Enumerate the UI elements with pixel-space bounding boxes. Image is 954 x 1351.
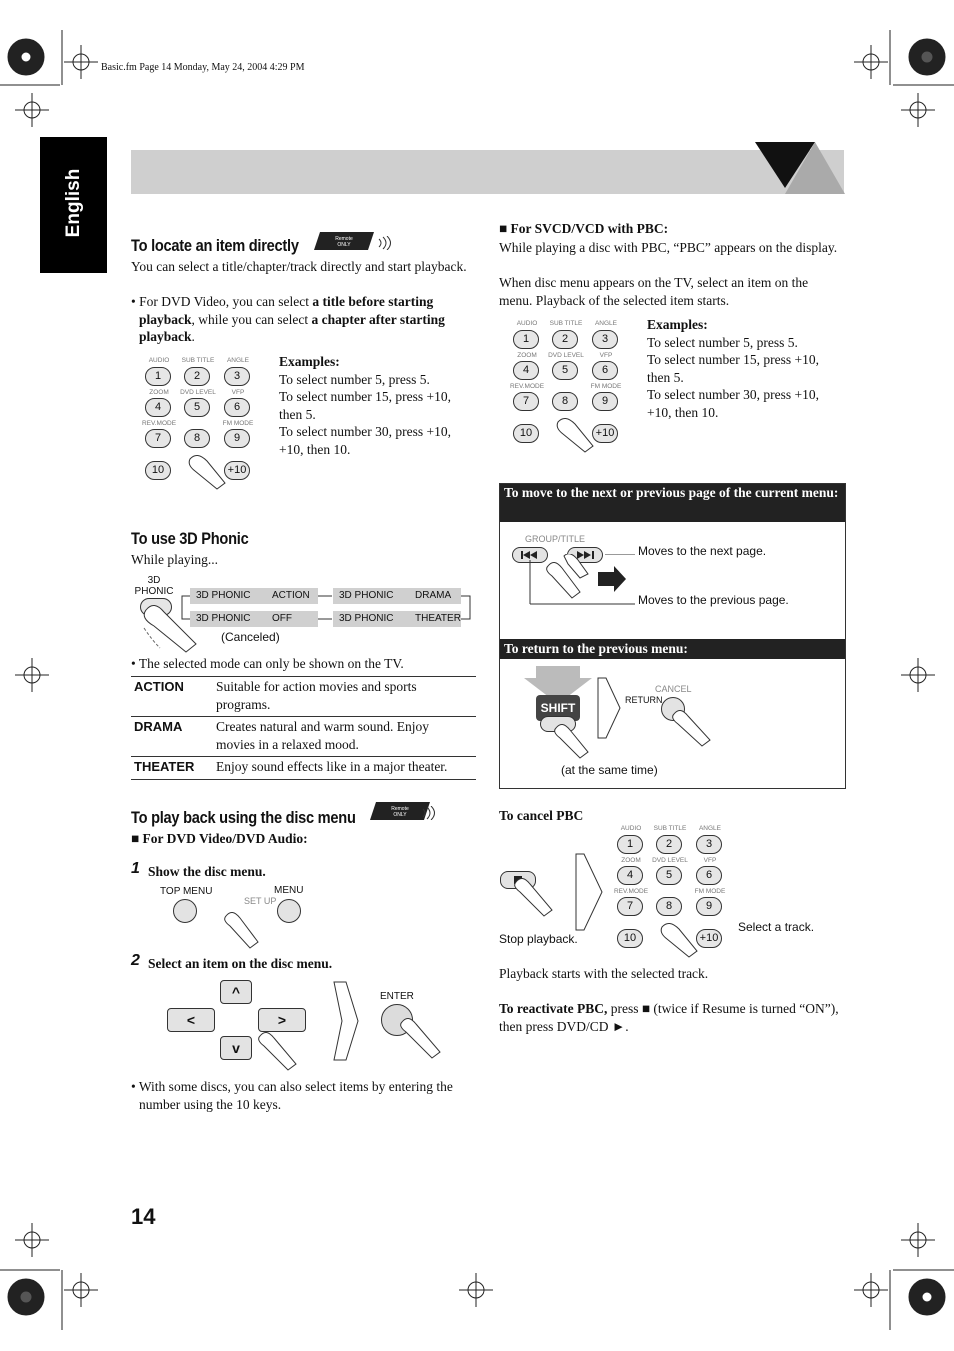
phonic-sequence bbox=[180, 586, 480, 632]
arrow-left-button[interactable]: < bbox=[167, 1008, 215, 1032]
example-1: To select number 5, press 5. bbox=[647, 334, 798, 350]
key-label: ZOOM bbox=[149, 389, 169, 396]
signal-icon bbox=[376, 236, 396, 250]
step-2-number: 2 bbox=[131, 952, 140, 969]
disc-menu-sub: ■ For DVD Video/DVD Audio: bbox=[131, 831, 308, 846]
cancel-label: CANCEL bbox=[655, 684, 692, 694]
key-label: DVD LEVEL bbox=[548, 352, 584, 359]
return-label: RETURN bbox=[625, 695, 663, 705]
svcd-examples bbox=[647, 316, 844, 421]
key-label: FM MODE bbox=[694, 888, 726, 895]
svg-text:Remote: Remote bbox=[335, 236, 353, 242]
locate-examples bbox=[279, 353, 474, 458]
key-6[interactable]: 6 bbox=[696, 866, 722, 885]
key-7[interactable]: 7 bbox=[617, 897, 643, 916]
key-10[interactable]: 10 bbox=[617, 929, 643, 948]
key-1[interactable]: 1 bbox=[513, 330, 539, 349]
mode-desc: Enjoy sound effects like in a major theater. bbox=[216, 759, 448, 774]
key-8[interactable]: 8 bbox=[656, 897, 682, 916]
key-9[interactable]: 9 bbox=[224, 429, 250, 448]
key-label: AUDIO bbox=[516, 320, 538, 327]
top-menu-button[interactable] bbox=[173, 899, 197, 923]
key-7[interactable]: 7 bbox=[145, 429, 171, 448]
disc-menu-note: • With some discs, you can also select items by entering the number using the 10 keys. bbox=[131, 1079, 453, 1112]
numeric-keypad bbox=[140, 355, 260, 495]
arrow-down-button[interactable]: v bbox=[220, 1036, 252, 1060]
key-label: VFP bbox=[703, 857, 717, 864]
reactivate-bold: To reactivate PBC, bbox=[499, 1001, 608, 1016]
key-8[interactable]: 8 bbox=[184, 429, 210, 448]
key-label: ZOOM bbox=[517, 352, 537, 359]
finger-icon bbox=[222, 910, 262, 950]
menu-button[interactable] bbox=[277, 899, 301, 923]
key-5[interactable]: 5 bbox=[656, 866, 682, 885]
step-1-number: 1 bbox=[131, 860, 140, 877]
cell-label: 3D PHONIC bbox=[339, 590, 394, 601]
side-tab bbox=[40, 137, 107, 273]
disc-menu-title: To play back using the disc menu bbox=[131, 808, 356, 827]
key-label: DVD LEVEL bbox=[652, 857, 688, 864]
example-2: To select number 15, press +10, then 5. bbox=[279, 389, 452, 422]
mode-desc: Creates natural and warm sound. Enjoy movies in a relaxed mood. bbox=[216, 719, 429, 752]
key-6[interactable]: 6 bbox=[592, 361, 618, 380]
select-track-text: Select a track. bbox=[738, 920, 815, 934]
bullet-bold: a title before starting playback bbox=[139, 294, 434, 327]
chevron-right-icon bbox=[596, 676, 622, 740]
key-8[interactable]: 8 bbox=[552, 392, 578, 411]
same-time-text: (at the same time) bbox=[561, 763, 658, 777]
svcd-p2: When disc menu appears on the TV, select an item on the menu. Playback of the selected item starts. bbox=[499, 275, 809, 308]
banner-triangle bbox=[750, 142, 850, 196]
example-3: To select number 30, press +10, +10, then 10. bbox=[279, 424, 452, 457]
next-page-text: Moves to the next page. bbox=[638, 544, 767, 558]
key-3[interactable]: 3 bbox=[592, 330, 618, 349]
stop-playback-text: Stop playback. bbox=[499, 932, 578, 946]
key-label: VFP bbox=[599, 352, 613, 359]
key-3[interactable]: 3 bbox=[696, 835, 722, 854]
cell-label: 3D PHONIC bbox=[339, 613, 394, 624]
chevron-right-icon bbox=[330, 978, 362, 1064]
key-10[interactable]: 10 bbox=[145, 461, 171, 480]
locate-bullet bbox=[131, 293, 476, 346]
chevron-right-icon bbox=[574, 852, 606, 932]
page-number: 14 bbox=[131, 1204, 156, 1229]
example-1: To select number 5, press 5. bbox=[279, 371, 430, 387]
top-menu-label: TOP MENU bbox=[160, 886, 213, 897]
mode-name: THEATER bbox=[134, 759, 195, 774]
numeric-keypad bbox=[612, 823, 732, 963]
shift-button[interactable]: SHIFT bbox=[536, 695, 580, 721]
cell-label: 3D PHONIC bbox=[196, 613, 251, 624]
cancel-pbc-title: To cancel PBC bbox=[499, 808, 584, 823]
mode-row bbox=[131, 756, 476, 780]
key-1[interactable]: 1 bbox=[145, 367, 171, 386]
key-label: SUB TITLE bbox=[549, 320, 583, 327]
phonic-while: While playing... bbox=[131, 552, 218, 567]
locate-intro: You can select a title/chapter/track directly and start playback. bbox=[131, 259, 467, 274]
remote-only-badge bbox=[314, 231, 374, 251]
step-2-text: Select an item on the disc menu. bbox=[148, 956, 333, 971]
file-header: Basic.fm Page 14 Monday, May 24, 2004 4:29 PM bbox=[101, 62, 305, 73]
menu-nav-box bbox=[499, 483, 846, 789]
bullet-text: • For DVD Video, you can select bbox=[131, 294, 313, 309]
mode-desc: Suitable for action movies and sports programs. bbox=[216, 679, 417, 712]
key-5[interactable]: 5 bbox=[552, 361, 578, 380]
bullet-bold: a chapter after starting playback bbox=[139, 311, 445, 344]
finger-icon bbox=[256, 1030, 302, 1074]
key-label: FM MODE bbox=[590, 383, 622, 390]
key-label: SUB TITLE bbox=[181, 357, 215, 364]
bullet-text: . bbox=[191, 329, 195, 344]
key-label: SUB TITLE bbox=[653, 825, 687, 832]
key-7[interactable]: 7 bbox=[513, 392, 539, 411]
signal-icon bbox=[420, 806, 440, 820]
key-plus10[interactable]: +10 bbox=[224, 461, 250, 480]
key-label: ANGLE bbox=[594, 320, 618, 327]
key-plus10[interactable]: +10 bbox=[696, 929, 722, 948]
finger-icon bbox=[552, 722, 592, 762]
key-label: DVD LEVEL bbox=[180, 389, 216, 396]
svg-text:ONLY: ONLY bbox=[393, 812, 407, 818]
cell-mode: THEATER bbox=[415, 613, 461, 624]
key-10[interactable]: 10 bbox=[513, 424, 539, 443]
cell-mode: ACTION bbox=[272, 590, 310, 601]
playback-starts-text: Playback starts with the selected track. bbox=[499, 966, 709, 981]
key-5[interactable]: 5 bbox=[184, 398, 210, 417]
enter-label: ENTER bbox=[380, 991, 414, 1002]
arrow-up-button[interactable]: ^ bbox=[220, 980, 252, 1004]
svg-text:Remote: Remote bbox=[391, 806, 409, 812]
key-6[interactable]: 6 bbox=[224, 398, 250, 417]
menu-label: MENU bbox=[274, 885, 304, 896]
phonic-title: To use 3D Phonic bbox=[131, 529, 249, 548]
svg-text:ONLY: ONLY bbox=[337, 242, 351, 248]
finger-icon bbox=[657, 921, 707, 961]
finger-icon bbox=[398, 1016, 446, 1062]
cell-mode: DRAMA bbox=[415, 590, 452, 601]
mode-name: ACTION bbox=[134, 679, 184, 694]
cell-mode: OFF bbox=[272, 613, 292, 624]
mode-row bbox=[131, 716, 476, 757]
key-label: ANGLE bbox=[226, 357, 250, 364]
header-banner bbox=[131, 150, 844, 194]
phonic-arrows bbox=[180, 586, 480, 632]
key-2[interactable]: 2 bbox=[552, 330, 578, 349]
arrow-right-button[interactable]: > bbox=[258, 1008, 306, 1032]
phonic-canceled: (Canceled) bbox=[221, 630, 280, 644]
page-nav-title: To move to the next or previous page of the current menu: bbox=[500, 484, 845, 522]
key-4[interactable]: 4 bbox=[513, 361, 539, 380]
key-4[interactable]: 4 bbox=[145, 398, 171, 417]
key-label: AUDIO bbox=[620, 825, 642, 832]
phonic-button-label: 3D PHONIC bbox=[134, 575, 174, 597]
mode-name: DRAMA bbox=[134, 719, 183, 734]
mode-row bbox=[131, 676, 476, 717]
examples-title: Examples: bbox=[279, 354, 340, 369]
key-9[interactable]: 9 bbox=[696, 897, 722, 916]
phonic-note: • The selected mode can only be shown on the TV. bbox=[131, 656, 404, 671]
examples-title: Examples: bbox=[647, 317, 708, 332]
key-label: REV.MODE bbox=[141, 420, 177, 427]
example-3: To select number 30, press +10, +10, then 10. bbox=[647, 387, 820, 420]
key-2[interactable]: 2 bbox=[184, 367, 210, 386]
key-3[interactable]: 3 bbox=[224, 367, 250, 386]
numeric-keypad bbox=[508, 318, 628, 458]
key-2[interactable]: 2 bbox=[656, 835, 682, 854]
group-title-label: GROUP/TITLE bbox=[525, 534, 586, 544]
setup-label: SET UP bbox=[244, 896, 277, 906]
key-label: REV.MODE bbox=[613, 888, 649, 895]
previous-page-text: Moves to the previous page. bbox=[638, 593, 789, 607]
key-label: FM MODE bbox=[222, 420, 254, 427]
key-label: VFP bbox=[231, 389, 245, 396]
return-title: To return to the previous menu: bbox=[500, 639, 845, 659]
side-tab-label: English bbox=[63, 168, 84, 238]
finger-icon bbox=[512, 876, 558, 918]
example-2: To select number 15, press +10, then 5. bbox=[647, 352, 820, 385]
key-plus10[interactable]: +10 bbox=[592, 424, 618, 443]
key-label: ZOOM bbox=[621, 857, 641, 864]
page-nav-lines bbox=[510, 554, 650, 610]
finger-icon bbox=[670, 708, 716, 748]
finger-icon bbox=[185, 453, 235, 493]
key-1[interactable]: 1 bbox=[617, 835, 643, 854]
key-9[interactable]: 9 bbox=[592, 392, 618, 411]
key-label: ANGLE bbox=[698, 825, 722, 832]
step-1-text: Show the disc menu. bbox=[148, 864, 266, 879]
bullet-text: , while you can select bbox=[191, 311, 312, 327]
locate-title: To locate an item directly bbox=[131, 236, 299, 255]
svcd-title: ■ For SVCD/VCD with PBC: bbox=[499, 221, 669, 236]
svcd-p1: While playing a disc with PBC, “PBC” appears on the display. bbox=[499, 240, 838, 255]
reactivate-rest: press ■ (twice if Resume is turned “ON”), then press DVD/CD ►. bbox=[499, 1001, 839, 1034]
key-4[interactable]: 4 bbox=[617, 866, 643, 885]
reactivate-pbc-text bbox=[499, 1000, 844, 1035]
key-label: AUDIO bbox=[148, 357, 170, 364]
cell-label: 3D PHONIC bbox=[196, 590, 251, 601]
finger-icon bbox=[553, 416, 603, 456]
key-label: REV.MODE bbox=[509, 383, 545, 390]
